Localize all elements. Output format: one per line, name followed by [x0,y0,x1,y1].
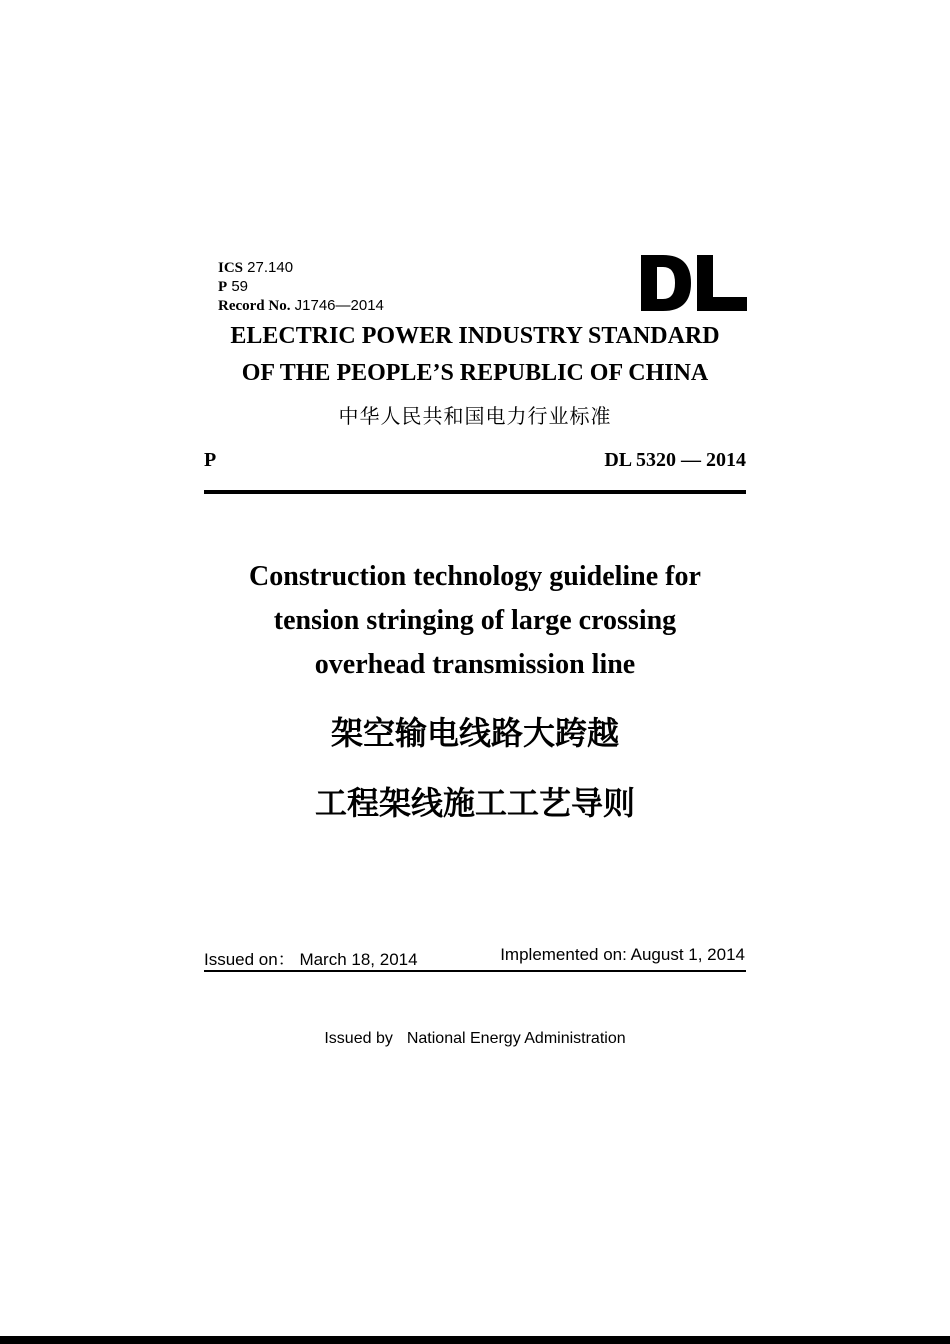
document-title-en-line2: tension stringing of large crossing [273,605,677,636]
record-value: J1746—2014 [290,297,384,314]
record-number [218,296,384,316]
header-divider [204,490,746,494]
page-bottom-border [0,1336,950,1344]
classification-code: P [204,449,217,471]
ics-value: 27.140 [243,259,294,276]
issuer-name: National Energy Administration [406,1030,626,1047]
issuer-label: Issued by [324,1030,393,1047]
standard-title-line2: OF THE PEOPLE’S REPUBLIC OF CHINA [241,360,709,386]
document-title-en-line1: Construction technology guideline for [249,561,701,592]
standard-title-line1: ELECTRIC POWER INDUSTRY STANDARD [230,323,720,349]
p-value: 59 [227,278,249,295]
issued-date: Issued on： March 18, 2014 [204,950,418,969]
document-title-cn-line1: 架空输电线路大跨越 [330,714,619,752]
standard-title-chinese: 中华人民共和国电力行业标准 [338,404,612,428]
date-divider [204,970,746,972]
document-title-en-line3: overhead transmission line [314,649,636,680]
implemented-date: Implemented on: August 1, 2014 [500,945,745,964]
p-code [218,277,248,297]
dl-logo [641,255,747,311]
ics-label: ICS [218,260,244,276]
standard-number: DL 5320 — 2014 [604,449,746,471]
record-label: Record No. [218,298,291,314]
p-label: P [218,279,228,295]
ics-code [218,258,293,278]
document-title-cn-line2: 工程架线施工工艺导则 [314,784,635,822]
issuer [0,1030,950,1048]
